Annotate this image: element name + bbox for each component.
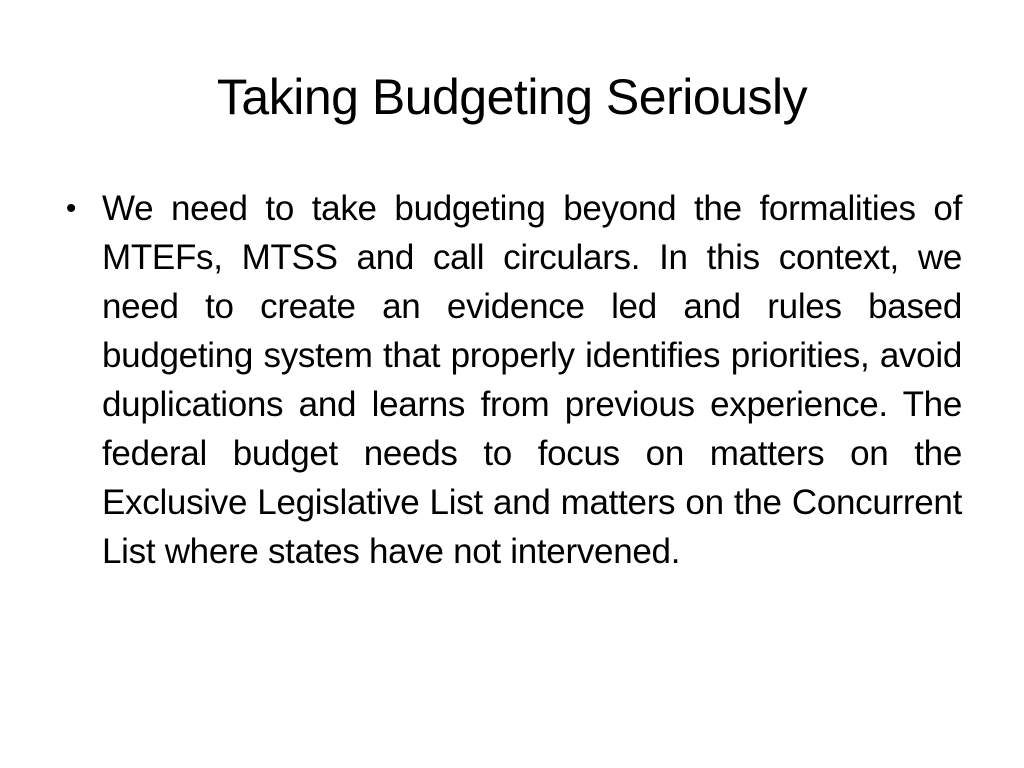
- bullet-dot-icon: •: [65, 192, 77, 225]
- slide-title: Taking Budgeting Seriously: [216, 69, 808, 125]
- bullet-list: [56, 184, 962, 576]
- bullet-item: [56, 184, 962, 576]
- bullet-text: We need to take budgeting beyond the formalities of MTEFs, MTSS and call circulars. In this context, we need to create an evidence led and rules based budgeting system that properly identifies priorities, avoid duplications and learns from previous experience. The federal budget needs to focus on matters on the Exclusive Legislative List and matters on the Concurrent List where states have not intervened.: [102, 189, 962, 571]
